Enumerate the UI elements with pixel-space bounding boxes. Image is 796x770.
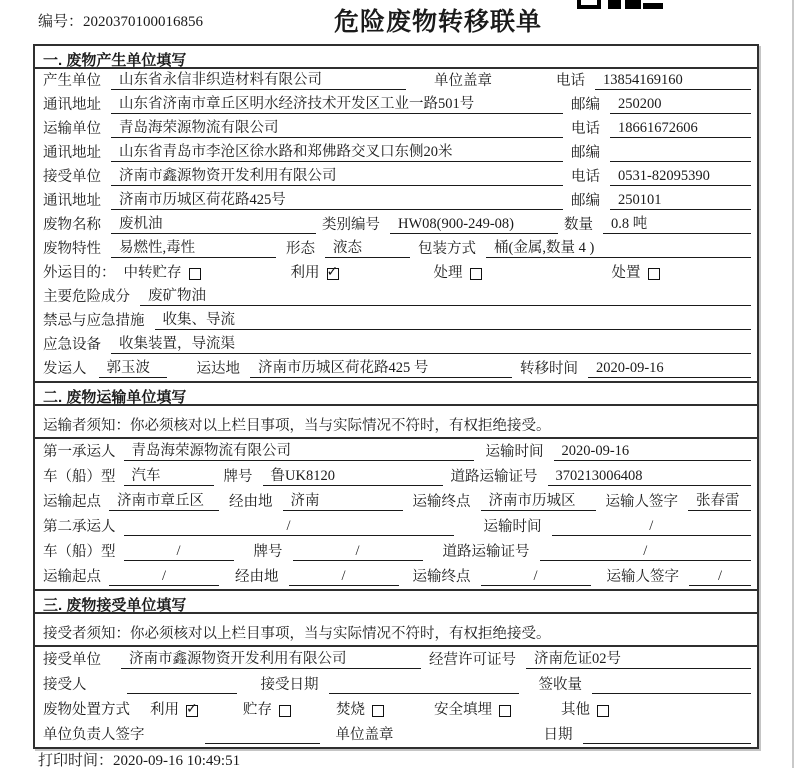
section-heading: 一. 废物产生单位填写 xyxy=(35,46,757,69)
form-row xyxy=(35,672,757,697)
form-row xyxy=(35,722,757,747)
checkbox-label: 焚烧 xyxy=(336,702,365,718)
page-title: 危险废物转移联单 xyxy=(334,8,543,36)
field-label: 通讯地址 xyxy=(43,145,101,161)
field-label: 运输时间 xyxy=(483,519,542,535)
form-row xyxy=(35,647,757,672)
field-value-empty xyxy=(610,144,751,162)
field-label: 邮编 xyxy=(571,145,600,161)
form-row xyxy=(35,237,757,261)
checkbox-label: 处理 xyxy=(433,265,463,281)
checkbox-group xyxy=(150,698,198,719)
field-value: 山东省济南市章丘区明水经济技术开发区工业一路501号 xyxy=(111,92,563,114)
field-value: 青岛海荣源物流有限公司 xyxy=(111,116,563,138)
form-section-3 xyxy=(35,589,757,747)
field-label: 通讯地址 xyxy=(43,97,101,113)
field-value: / xyxy=(124,543,234,561)
field-label: 数量 xyxy=(564,217,593,233)
checkbox-group xyxy=(612,261,660,282)
form-row xyxy=(35,564,757,589)
field-label: 运输终点 xyxy=(412,569,471,585)
field-value-empty xyxy=(205,726,320,744)
print-time-label: 打印时间： xyxy=(38,753,114,769)
field-label: 运输起点 xyxy=(43,494,101,510)
document-number-label: 编号： xyxy=(38,14,84,30)
field-value: 易燃性,毒性 xyxy=(111,236,276,258)
field-label: 运达地 xyxy=(196,361,240,377)
field-value: / xyxy=(540,543,752,561)
checkbox-label: 贮存 xyxy=(243,702,272,718)
section-heading: 二. 废物运输单位填写 xyxy=(35,383,757,406)
field-label: 道路运输证号 xyxy=(450,469,538,485)
field-value: 18661672606 xyxy=(610,120,751,138)
field-label: 转移时间 xyxy=(520,361,578,377)
field-label: 牌号 xyxy=(223,469,253,485)
field-label: 废物特性 xyxy=(43,241,101,257)
field-value: 山东省青岛市李沧区徐水路和郑佛路交叉口东侧20米 xyxy=(111,140,563,162)
field-value-empty xyxy=(583,726,752,744)
form-row xyxy=(35,213,757,237)
form-row xyxy=(35,117,757,141)
field-label: 运输起点 xyxy=(43,569,101,585)
field-label: 运输人签字 xyxy=(606,569,679,585)
form-row xyxy=(35,285,757,309)
field-value: 2020-09-16 xyxy=(554,443,752,461)
form-row xyxy=(35,357,757,381)
field-label: 邮编 xyxy=(571,193,600,209)
field-value: 济南市鑫源物资开发利用有限公司 xyxy=(111,164,563,186)
checkbox-label: 安全填埋 xyxy=(434,702,492,718)
field-label: 禁忌与应急措施 xyxy=(43,313,145,329)
field-label: 运输人签字 xyxy=(605,494,678,510)
field-label: 签收量 xyxy=(538,677,582,693)
field-label: 接受单位 xyxy=(43,169,101,185)
field-value: 汽车 xyxy=(124,464,214,486)
form-row xyxy=(35,189,757,213)
qr-block-icon xyxy=(625,0,641,9)
field-value: 2020-09-16 xyxy=(588,360,751,378)
field-value: 13854169160 xyxy=(595,72,751,90)
form-row xyxy=(35,439,757,464)
print-time-value: 2020-09-16 10:49:51 xyxy=(113,753,241,769)
field-label: 邮编 xyxy=(571,97,600,113)
field-label: 单位盖章 xyxy=(335,727,394,743)
section-heading: 三. 废物接受单位填写 xyxy=(35,591,757,614)
checkbox-checked-icon xyxy=(327,268,339,280)
field-label: 运输终点 xyxy=(412,494,471,510)
field-value-empty: 250200 xyxy=(610,96,751,114)
form-row xyxy=(35,141,757,165)
field-value-empty xyxy=(127,676,237,694)
field-value: 收集、导流 xyxy=(155,308,752,330)
field-label: 经由地 xyxy=(235,569,279,585)
field-value: / xyxy=(109,568,219,586)
field-value: / xyxy=(481,568,591,586)
field-label: 牌号 xyxy=(253,544,283,560)
notice-text: 接受者须知：你必须核对以上栏目事项，当与实际情况不符时，有权拒绝接受。 xyxy=(35,614,757,647)
field-label: 废物名称 xyxy=(43,217,101,233)
checkbox-group xyxy=(243,698,291,719)
field-value: 济南 xyxy=(283,489,403,511)
field-value: 济南市历城区 xyxy=(481,489,596,511)
print-time xyxy=(38,749,240,770)
field-value: 0531-82095390 xyxy=(610,168,751,186)
field-label: 经由地 xyxy=(229,494,273,510)
form-row xyxy=(35,464,757,489)
checkbox-unchecked-icon xyxy=(597,705,609,717)
checkbox-label: 利用 xyxy=(290,265,320,281)
form-row xyxy=(35,489,757,514)
field-label: 接受日期 xyxy=(260,677,319,693)
checkbox-checked-icon xyxy=(186,705,198,717)
form-row xyxy=(35,165,757,189)
form-row xyxy=(35,697,757,722)
field-label: 第二承运人 xyxy=(43,519,116,535)
field-label: 经营许可证号 xyxy=(429,652,516,668)
checkbox-group xyxy=(336,698,384,719)
checkbox-label: 其他 xyxy=(561,702,590,718)
field-label: 运输时间 xyxy=(485,444,544,460)
field-value: 郭玉波 xyxy=(99,356,167,378)
field-label: 类别编号 xyxy=(322,217,380,233)
field-value: 张春雷 xyxy=(688,489,751,511)
field-value: / xyxy=(289,568,399,586)
field-value: 济南市历城区荷花路425 号 xyxy=(250,356,512,378)
field-value: 废机油 xyxy=(111,212,316,234)
field-label: 应急设备 xyxy=(43,337,101,353)
field-label: 单位负责人签字 xyxy=(43,727,145,743)
page-edge-line xyxy=(792,0,794,768)
form-row xyxy=(35,309,757,333)
checkbox-unchecked-icon xyxy=(499,705,511,717)
field-value: 济南市章丘区 xyxy=(109,489,219,511)
form-row xyxy=(35,514,757,539)
field-value-empty xyxy=(592,676,751,694)
field-label: 废物处置方式 xyxy=(43,702,130,718)
form-row xyxy=(35,539,757,564)
checkbox-label: 处置 xyxy=(611,265,641,281)
checkbox-group xyxy=(561,698,609,719)
notice-text: 运输者须知：你必须核对以上栏目事项，当与实际情况不符时，有权拒绝接受。 xyxy=(35,406,757,439)
field-label: 电话 xyxy=(571,169,600,185)
field-value: 250101 xyxy=(610,192,751,210)
field-value: 桶(金属,数量 4 ) xyxy=(486,236,751,258)
form-row xyxy=(35,69,757,93)
field-label: 道路运输证号 xyxy=(442,544,530,560)
field-value: 废矿物油 xyxy=(140,284,751,306)
field-label: 主要危险成分 xyxy=(43,289,130,305)
field-value: 0.8 吨 xyxy=(603,212,751,234)
field-label: 运输单位 xyxy=(43,121,101,137)
field-value: 济南市历城区荷花路425号 xyxy=(111,188,563,210)
qr-block-icon xyxy=(577,0,601,9)
field-label: 电话 xyxy=(556,73,585,89)
field-label: 第一承运人 xyxy=(43,444,116,460)
checkbox-group xyxy=(434,261,482,282)
checkbox-label: 利用 xyxy=(150,702,179,718)
form-row xyxy=(35,333,757,357)
field-label: 包装方式 xyxy=(418,241,476,257)
field-label: 外运目的： xyxy=(43,265,116,281)
field-value: 收集装置，导流渠 xyxy=(111,332,751,354)
qr-block-icon xyxy=(643,3,663,9)
field-value: 山东省永信非织造材料有限公司 xyxy=(111,68,406,90)
qr-block-icon xyxy=(608,0,621,9)
checkbox-unchecked-icon xyxy=(279,705,291,717)
field-label: 车（船）型 xyxy=(43,544,116,560)
field-value: 济南危证02号 xyxy=(526,647,751,669)
field-value: 青岛海荣源物流有限公司 xyxy=(124,439,474,461)
field-label: 形态 xyxy=(286,241,315,257)
field-label: 接受人 xyxy=(43,677,87,693)
checkbox-unchecked-icon xyxy=(189,268,201,280)
field-label: 电话 xyxy=(571,121,600,137)
field-value: 370213006408 xyxy=(548,468,752,486)
document-number-value: 2020370100016856 xyxy=(83,14,204,30)
field-label: 日期 xyxy=(543,727,573,743)
checkbox-group xyxy=(291,261,339,282)
field-label: 接受单位 xyxy=(43,652,101,668)
manifest-form-table xyxy=(33,44,759,749)
field-value: / xyxy=(124,518,454,536)
form-section-1 xyxy=(35,46,757,381)
field-value: HW08(900-249-08) xyxy=(390,216,558,234)
checkbox-group xyxy=(434,698,511,719)
field-label: 通讯地址 xyxy=(43,193,101,209)
field-label: 车（船）型 xyxy=(43,469,116,485)
field-value: / xyxy=(689,568,751,586)
field-label: 单位盖章 xyxy=(434,73,492,89)
form-row xyxy=(35,93,757,117)
form-section-2 xyxy=(35,381,757,589)
field-value: / xyxy=(552,518,752,536)
checkbox-label: 中转贮存 xyxy=(123,265,182,281)
field-value: 鲁UK8120 xyxy=(263,464,443,486)
field-value: / xyxy=(293,543,423,561)
field-value: 液态 xyxy=(325,236,410,258)
checkbox-unchecked-icon xyxy=(648,268,660,280)
checkbox-group xyxy=(124,261,201,282)
qr-code-fragment-icon xyxy=(577,0,667,9)
field-value-empty xyxy=(329,676,519,694)
field-label: 产生单位 xyxy=(43,73,101,89)
document-number xyxy=(38,10,203,31)
checkbox-unchecked-icon xyxy=(372,705,384,717)
field-value: 济南市鑫源物资开发利用有限公司 xyxy=(121,647,421,669)
field-label: 发运人 xyxy=(43,361,87,377)
checkbox-unchecked-icon xyxy=(470,268,482,280)
form-row xyxy=(35,261,757,285)
